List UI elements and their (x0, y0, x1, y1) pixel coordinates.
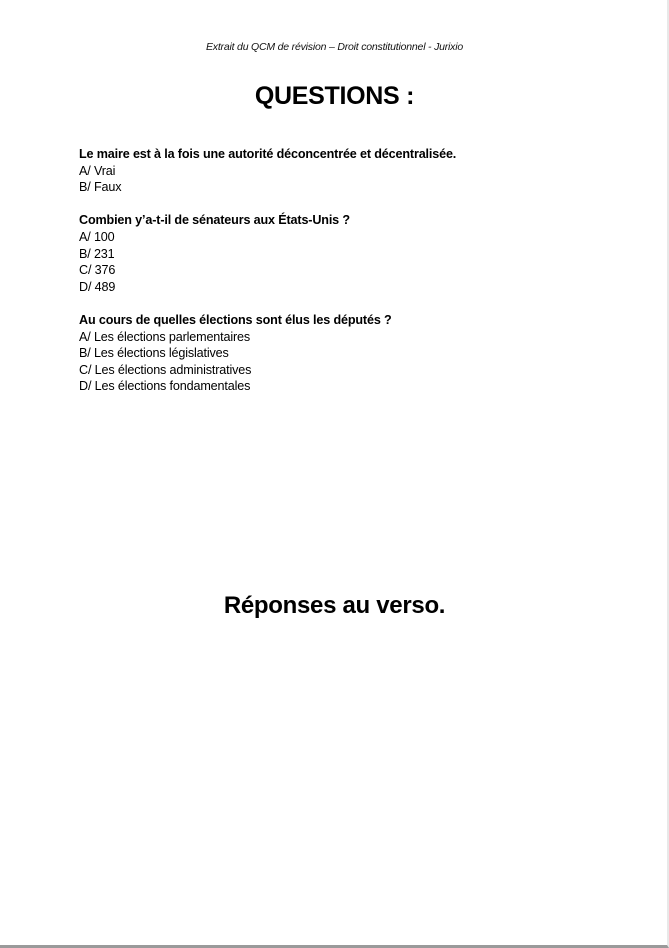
answer-option: D/ Les élections fondamentales (79, 379, 251, 394)
answer-option: B/ Les élections législatives (79, 346, 229, 361)
answer-option: A/ Vrai (79, 163, 116, 178)
answer-option: C/ Les élections administratives (79, 362, 252, 377)
answer-option: B/ Faux (79, 180, 122, 195)
question-text: Au cours de quelles élections sont élus les députés ? (79, 312, 392, 327)
questions-list (79, 146, 619, 412)
question-text: Combien y’a-t-il de sénateurs aux États-Unis ? (79, 213, 350, 228)
page-title: QUESTIONS : (254, 82, 415, 110)
question-2 (79, 212, 619, 295)
answer-option: A/ Les élections parlementaires (79, 329, 251, 344)
answer-option: A/ 100 (79, 229, 115, 244)
question-3 (79, 312, 619, 395)
answer-option: C/ 376 (79, 263, 116, 278)
answer-option: B/ 231 (79, 246, 115, 261)
answer-option: D/ 489 (79, 279, 116, 294)
question-1 (79, 146, 619, 196)
question-text: Le maire est à la fois une autorité déconcentrée et décentralisée. (79, 147, 457, 161)
answers-on-back-note: Réponses au verso. (223, 592, 446, 619)
page-header: Extrait du QCM de révision – Droit constitutionnel - Jurixio (205, 41, 464, 53)
